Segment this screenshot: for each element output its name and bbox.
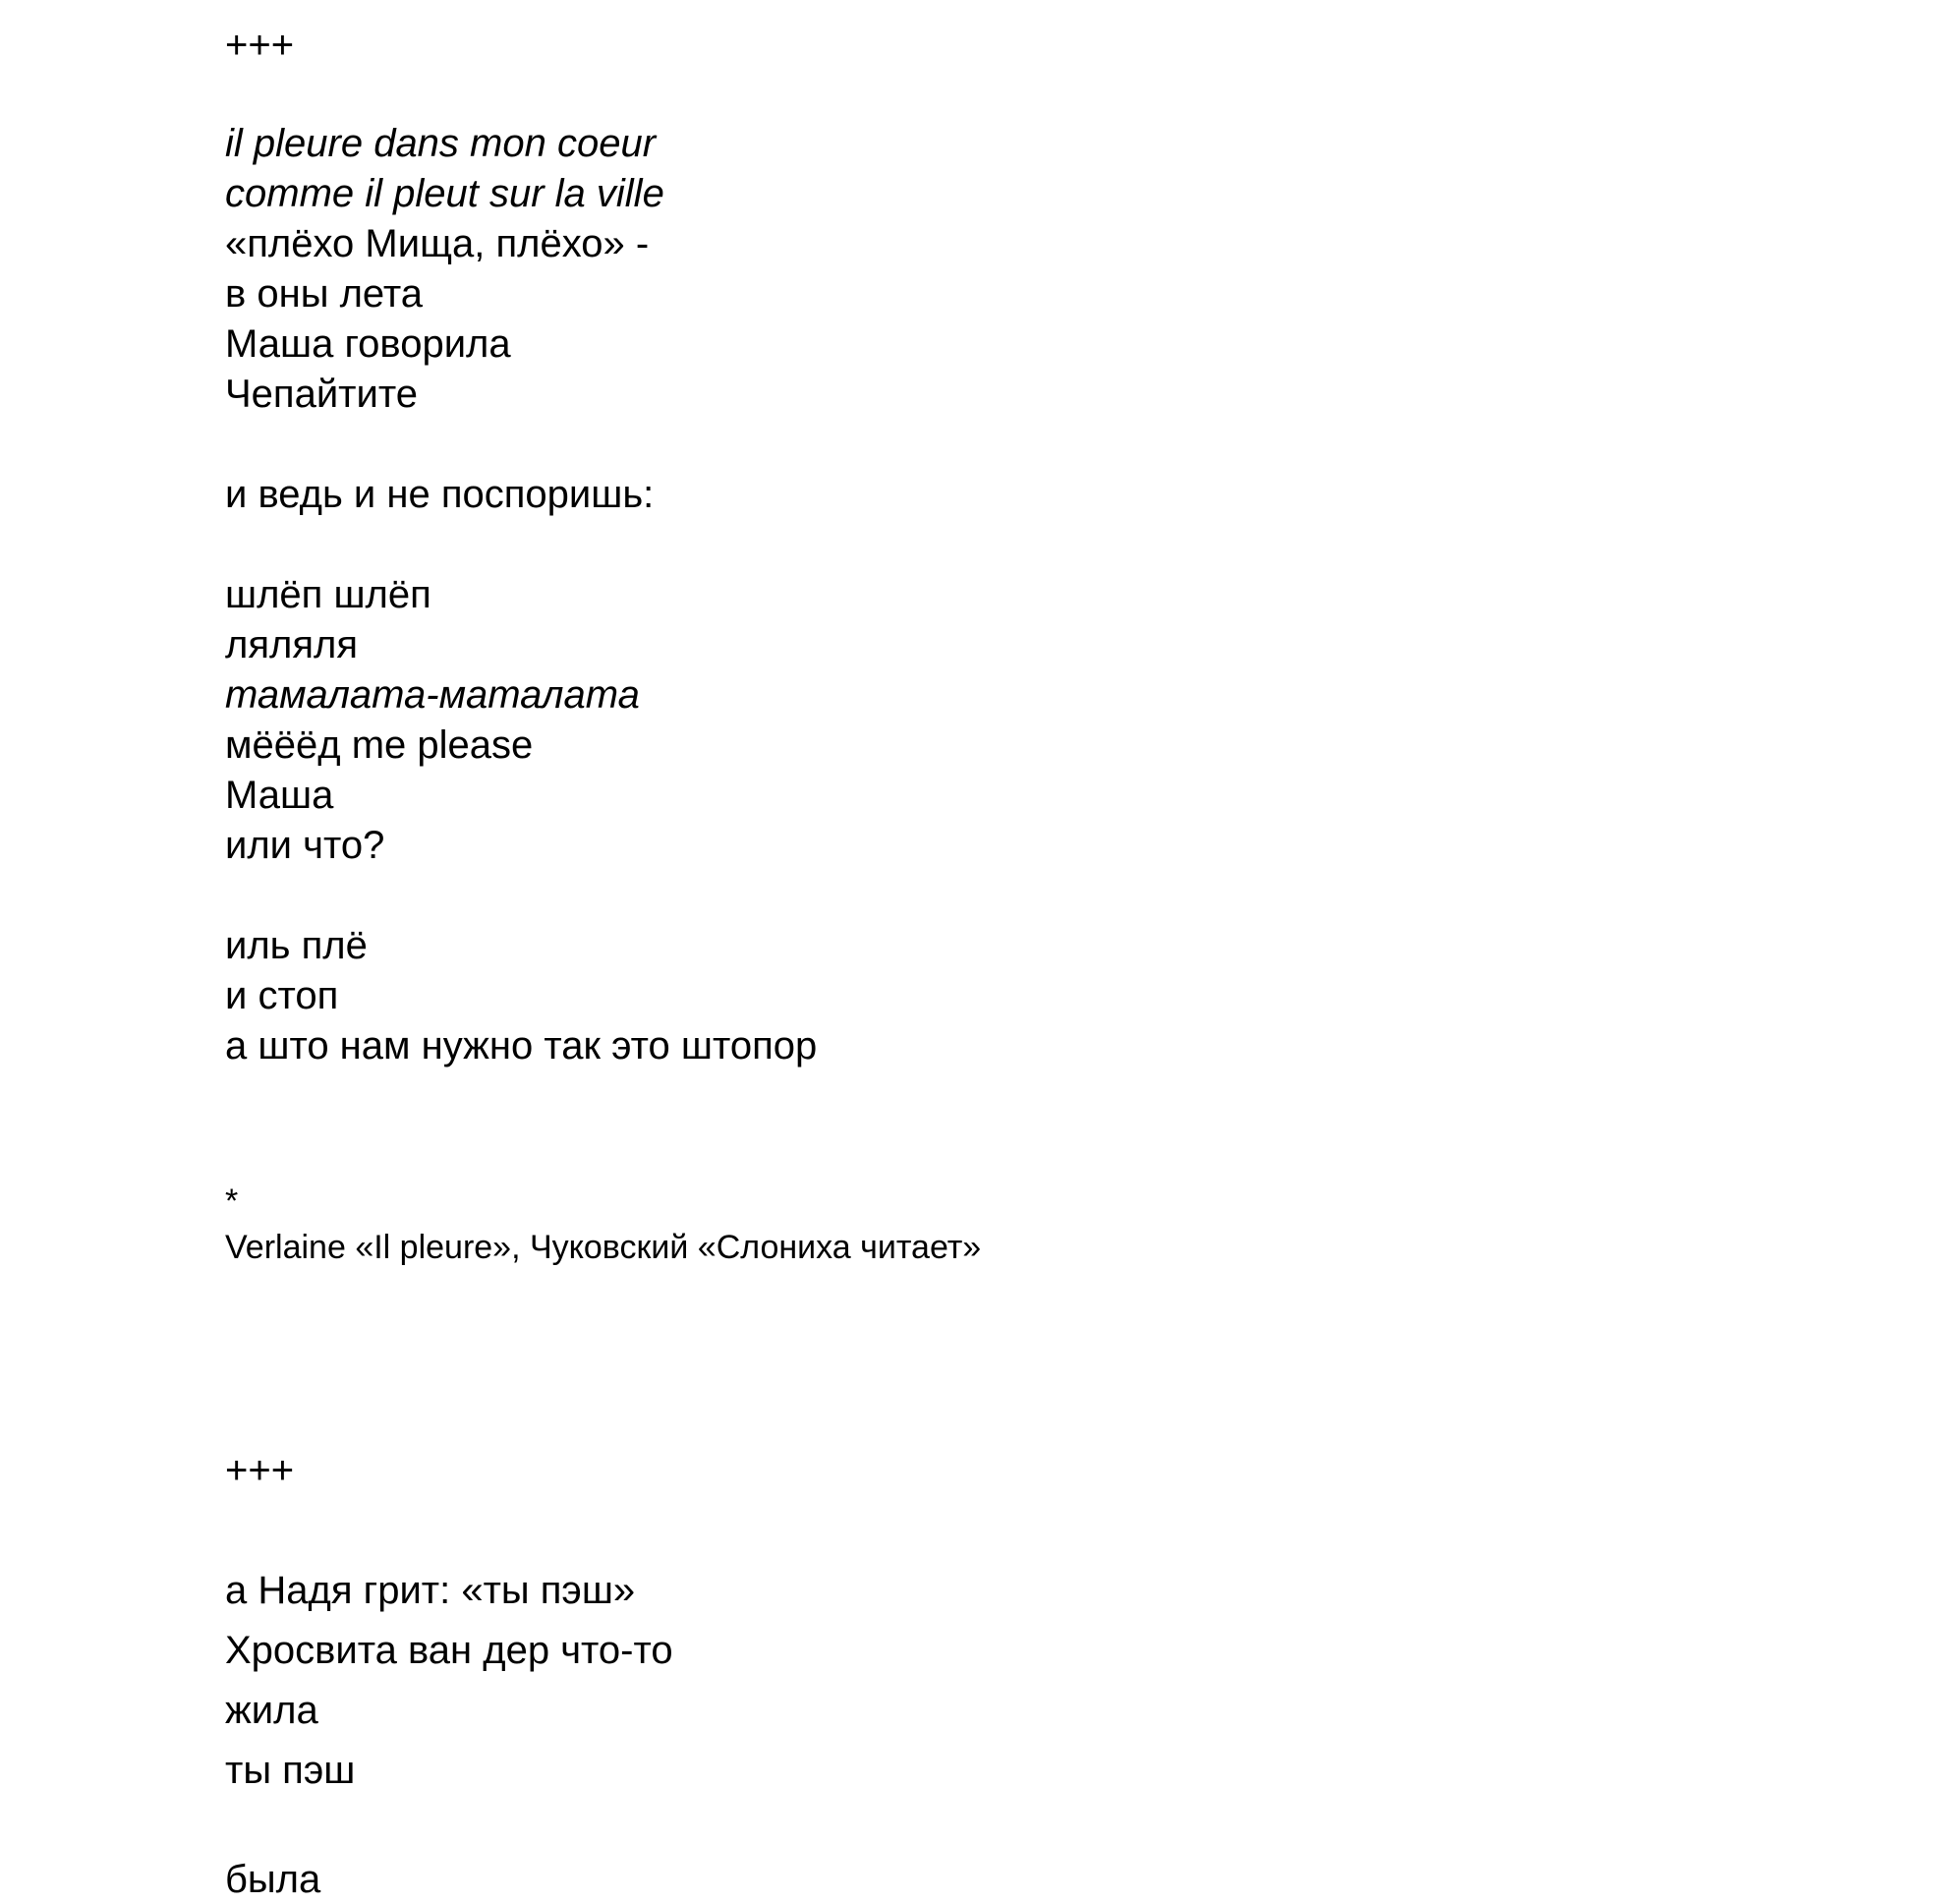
poem2-stanza1-line-1: а Надя грит: «ты пэш» — [225, 1569, 636, 1612]
poem1-stanza1-line-4: Чепайтите — [225, 373, 418, 416]
poem1-stanza1-line-3: Маша говорила — [225, 322, 511, 366]
poem1-stanza1-line-2: в оны лета — [225, 272, 423, 316]
poem1-epigraph-line-1: il pleure dans mon coeur — [225, 122, 657, 165]
poem1-epigraph-line-2: comme il pleut sur la ville — [225, 172, 664, 215]
poem1-stanza3-line-2: ляляля — [225, 623, 358, 666]
poem1-stanza3-line-1: шлёп шлёп — [225, 573, 431, 616]
footnote-text: Verlaine «Il pleure», Чуковский «Слониха читает» — [225, 1229, 982, 1266]
poem2-stanza1-line-2: Хросвита ван дер что-то — [225, 1629, 673, 1672]
poem1-stanza4-line-1: иль плё — [225, 924, 368, 967]
poem1-stanza3-line-3: тамалата-маталата — [225, 673, 640, 717]
poem1-stanza4-line-2: и стоп — [225, 974, 339, 1017]
footnote-mark: * — [225, 1183, 239, 1220]
poem1-stanza1-line-1: «плёхо Мища, плёхо» - — [225, 222, 650, 265]
poem2-separator: +++ — [225, 1449, 295, 1492]
poem2-stanza2-line-1: была — [225, 1858, 321, 1901]
poem2-stanza1-line-3: жила — [225, 1689, 318, 1732]
poem1-stanza3-line-4: мёёёд me please — [225, 723, 534, 767]
poem1-stanza3-line-6: или что? — [225, 824, 385, 867]
poem1-stanza4-line-3: а што нам нужно так это штопор — [225, 1024, 818, 1067]
poem1-separator: +++ — [225, 24, 295, 67]
poem1-stanza3-line-5: Маша — [225, 774, 334, 817]
poem1-stanza2-line-1: и ведь и не поспоришь: — [225, 473, 655, 516]
poem2-stanza1-line-4: ты пэш — [225, 1749, 356, 1792]
